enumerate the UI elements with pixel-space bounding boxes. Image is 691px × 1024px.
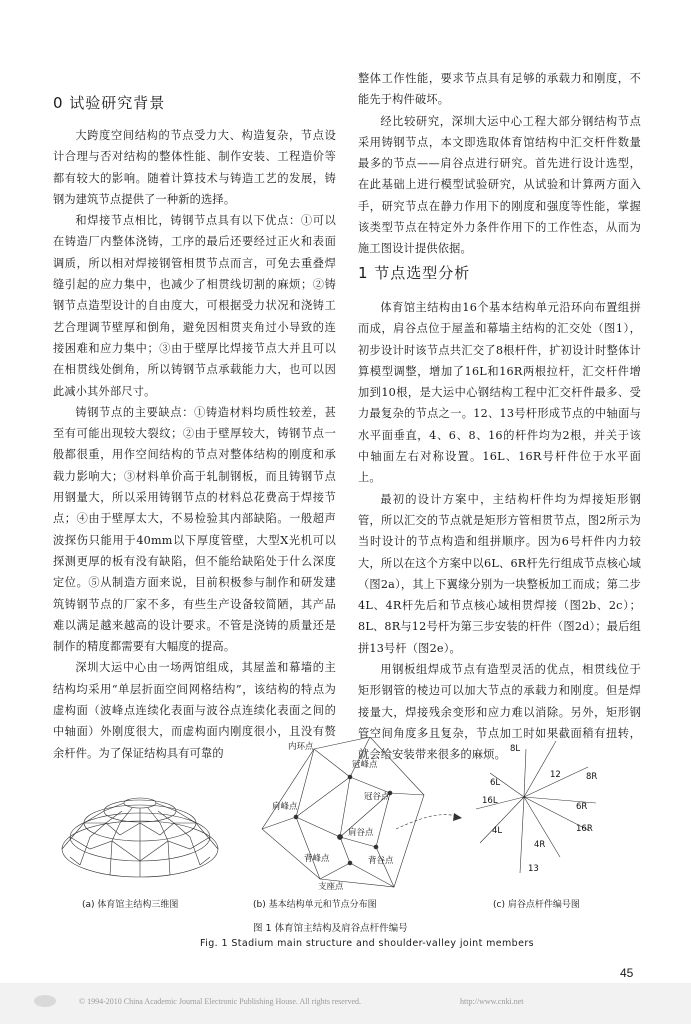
stadium-3d-drawing [62, 798, 218, 877]
paragraph: 最初的设计方案中，主结构杆件均为焊接矩形钢管，所以汇交的节点就是矩形方管相贯节点，图2所示为当时设计的节点构造和组拼顺序。因为6号杆件内力较大，所以在这个方案中以6L、6R杆先行组成节点核心域（图2a），其上下翼缘分别为一块整板加工而成；第二步4L、4R杆先后和节点核心域相贯焊接（图2b、2c）；8L、8R与12号杆为第三步安装的杆件（图2d）；最后组拼13号杆（图2e）。 [358, 492, 641, 655]
copyright-text: © 1994-2010 China Academic Journal Electronic Publishing House. All rights reserved. [79, 997, 362, 1006]
member-8r: 8R [586, 772, 598, 782]
label-shoulder-peak-point: 肩峰点 [272, 802, 298, 812]
section-0-body [53, 125, 336, 764]
subcaption-a: (a) 体育馆主结构三维图 [82, 900, 179, 910]
paragraph: 深圳大运中心由一场两馆组成，其屋盖和幕墙的主结构均采用“单层折面空间网格结构”，该结构的特点为虚构面（波峰点连续化表面与波谷点连续化表面之间的中轴面）外刚度很大，而虚构面内刚度很小，且没有赘余杆件。为了保证结构具有可靠的 [53, 661, 336, 760]
paragraph: 整体工作性能，要求节点具有足够的承载力和刚度，不能先于构件破坏。 [358, 72, 641, 107]
label-crown-peak-point: 冠峰点 [352, 760, 378, 770]
paragraph: 体育馆主结构由16个基本结构单元沿环向布置组拼而成，肩谷点位于屋盖和幕墙主结构的汇交处（图1），初步设计时该节点共汇交了8根杆件，扩初设计时整体计算模型调整，增加了16L和16R两根拉杆，汇交杆件增加到10根，是大运中心钢结构工程中汇交杆件最多、受力最复杂的节点之一。12、13号杆形成节点的中轴面与水平面垂直，4、6、8、16的杆件均为2根，并关于该中轴面左右对称设置。16L、16R号杆件位于水平面上。 [358, 301, 641, 485]
section-1-heading: 1 节点选型分析 [358, 264, 471, 282]
figure-caption-en: Fig. 1 Stadium main structure and shoulder-valley joint members [200, 938, 535, 949]
member-4r: 4R [534, 840, 546, 850]
subcaption-b: (b) 基本结构单元和节点分布图 [253, 900, 377, 910]
right-column-continuation [358, 68, 641, 260]
paragraph: 铸钢节点的主要缺点：①铸造材料均质性较差，甚至有可能出现较大裂纹；②由于壁厚较大，铸钢节点一般都很重，用作空间结构的节点对整体结构的刚度和承载力影响大；③材料单价高于轧制钢板，而且铸钢节点用钢量大，所以采用铸钢节点的材料总花费高于焊接节点；④由于壁厚太大，不易检验其内部缺陷。一般超声波探伤只能用于40mm以下厚度管壁，大型X光机可以探测更厚的板有没有缺陷，但不能给缺陷处于什么深度定位。⑤从制造方面来说，目前积极参与制作和研发建筑铸钢节点的厂家不多，有些生产设备较简陋，其产品难以满足越来越高的设计要求。不管是浇铸的质量还是制作的精度都需要有大幅度的提高。 [53, 405, 336, 654]
member-6l: 6L [490, 778, 501, 788]
paragraph: 大跨度空间结构的节点受力大、构造复杂，节点设计合理与否对结构的整体性能、制作安装、工程造价等都有较大的影响。随着计算技术与铸造工艺的发展，铸钢为建筑节点提供了一种新的选择。 [53, 129, 336, 206]
label-shoulder-valley-point: 肩谷点 [348, 828, 374, 838]
label-inner-ring-point: 内环点 [288, 742, 314, 752]
member-labels [482, 744, 597, 874]
member-12: 12 [550, 770, 561, 780]
member-16l: 16L [482, 796, 498, 806]
paragraph: 经比较研究，深圳大运中心工程大部分钢结构节点采用铸钢节点，本文即选取体育馆结构中汇交杆件数量最多的节点——肩谷点进行研究。首先进行设计选型，在此基础上进行模型试验研究，从试验和计算两方面入手，研究节点在静力作用下的刚度和强度等性能，掌握该类型节点在特定外力条件作用下的工作性态，从而为施工图设计提供依据。 [358, 114, 641, 256]
label-back-peak-point: 背峰点 [304, 854, 330, 864]
paragraph: 用钢板组焊成节点有造型灵活的优点，相贯线位于矩形钢管的棱边可以加大节点的承载力和刚度。但是焊接量大，焊接残余变形和应力难以消除。另外，矩形钢管空间角度多且复杂，节点加工时如果截面稍有扭转，就会给安装带来很多的麻烦。 [358, 663, 641, 762]
member-13: 13 [528, 864, 539, 874]
subcaption-c: (c) 肩谷点杆件编号图 [493, 900, 580, 910]
member-4l: 4L [492, 826, 503, 836]
page-number: 45 [620, 966, 634, 980]
section-0-heading: 0 试验研究背景 [53, 94, 166, 112]
figure-caption-cn: 图 1 体育馆主结构及肩谷点杆件编号 [253, 923, 408, 934]
label-back-valley-point: 背谷点 [368, 856, 394, 866]
paragraph: 和焊接节点相比，铸钢节点具有以下优点：①可以在铸造厂内整体浇铸，工序的最后还要经过正火和表面调质，所以相对焊接钢管相贯节点而言，可免去重叠焊缝引起的应力集中，也减少了相贯线切割的麻烦；②铸钢节点造型设计的自由度大，可根据受力状况和浇铸工艺合理调节壁厚和倒角，避免因相贯夹角过小导致的连接困难和应力集中；③由于壁厚比焊接节点大并且可以在相贯线处倒角，所以铸钢节点承载能力大，也可以因此减小其外部尺寸。 [53, 214, 336, 398]
footer-url[interactable]: http://www.cnki.net [460, 997, 524, 1006]
label-support-point: 支座点 [318, 882, 344, 892]
member-8l: 8L [510, 744, 521, 754]
label-crown-valley-point: 冠谷点 [364, 792, 390, 802]
journal-logo-icon [34, 995, 56, 1007]
member-6r: 6R [576, 802, 588, 812]
figure-1-graphics [50, 737, 650, 895]
footer [0, 983, 691, 1024]
section-1-body [358, 297, 641, 766]
member-16r: 16R [576, 824, 593, 834]
